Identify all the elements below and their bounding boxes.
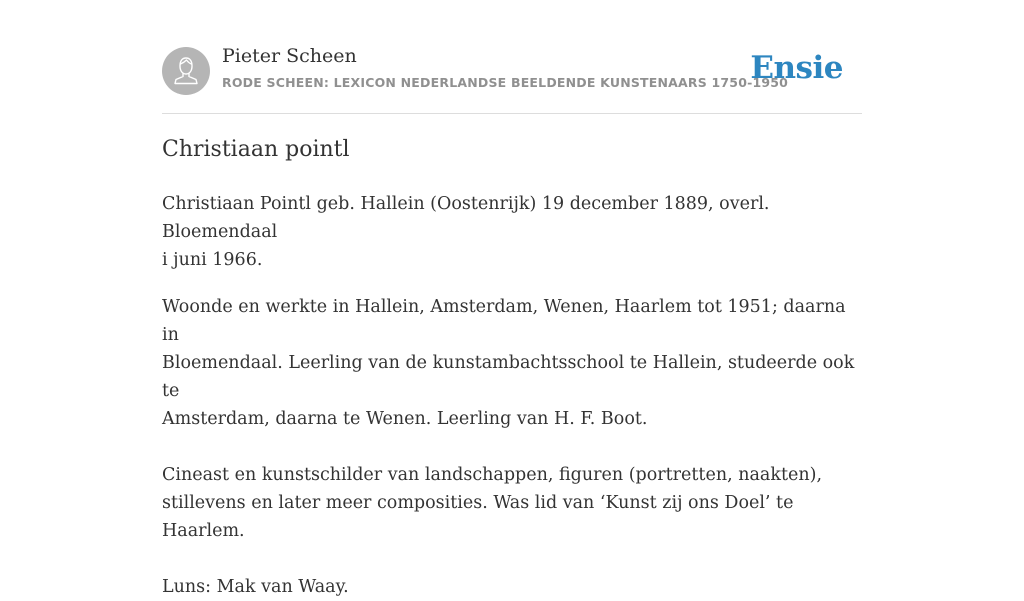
user-silhouette-icon bbox=[162, 47, 210, 95]
article-card bbox=[162, 0, 862, 597]
paragraph-references: Luns: Mak van Waay. bbox=[162, 577, 349, 597]
paragraph-work: Cineast en kunstschilder van landschappen, figuren (portretten, naakten), stillevens en later meer composities. Was lid van ‘Kunst zij ons Doel’ te Haarlem. bbox=[162, 465, 823, 541]
paragraph-residence-training: Woonde en werkte in Hallein, Amsterdam, Wenen, Haarlem tot 1951; daarna in Bloemendaal. Leerling van de kunstambachtsschool te Hallein, studeerde ook te Amsterdam, daarna te Wenen. Leerling van H. F. Boot. bbox=[162, 297, 855, 429]
paragraph-birth-death: Christiaan Pointl geb. Hallein (Oostenrijk) 19 december 1889, overl. Bloemendaal i juni 1966. bbox=[162, 194, 770, 270]
article-header bbox=[162, 0, 862, 114]
author-name[interactable]: Pieter Scheen bbox=[222, 45, 357, 67]
article-title: Christiaan pointl bbox=[162, 137, 350, 162]
author-avatar[interactable] bbox=[162, 47, 210, 95]
source-title[interactable]: RODE SCHEEN: LEXICON NEDERLANDSE BEELDENDE KUNSTENAARS 1750-1950 bbox=[222, 75, 789, 90]
ensie-logo[interactable]: Ensie bbox=[750, 50, 843, 86]
article-body bbox=[162, 190, 862, 601]
